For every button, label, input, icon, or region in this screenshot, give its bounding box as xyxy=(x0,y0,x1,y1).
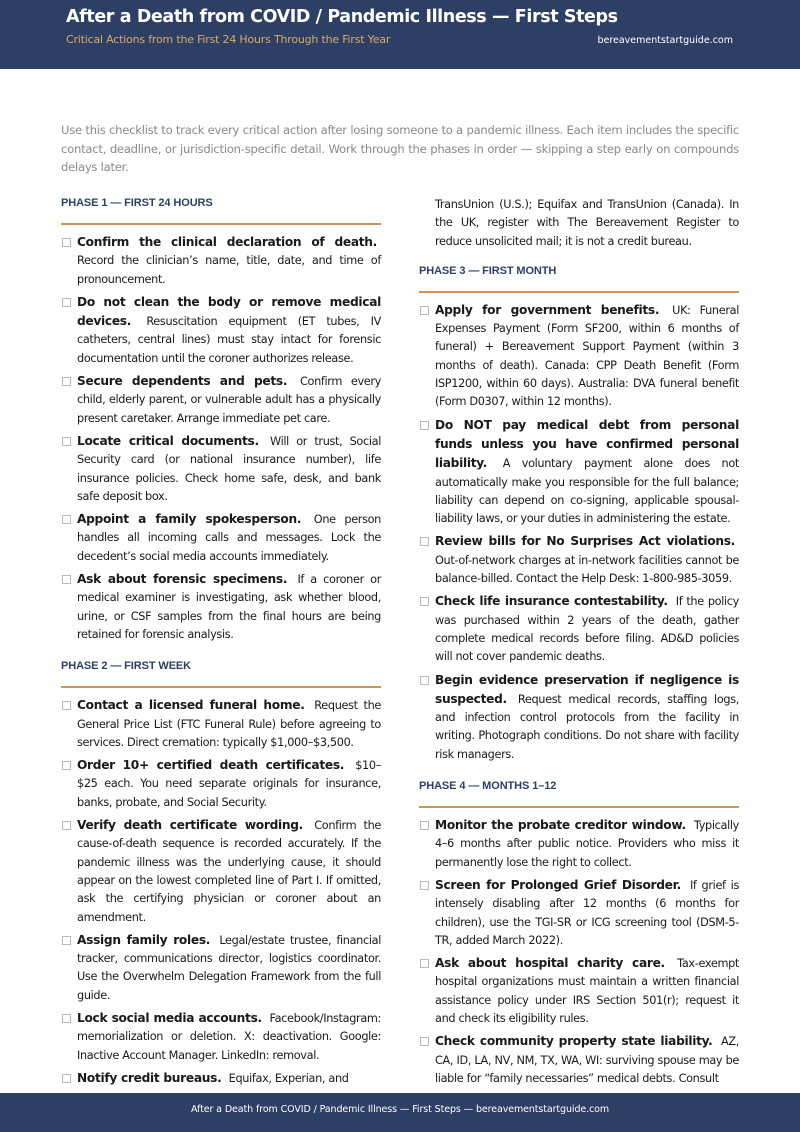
checkbox[interactable] xyxy=(62,298,71,307)
checkbox[interactable] xyxy=(62,936,71,945)
checkbox[interactable] xyxy=(62,437,71,446)
checklist-item xyxy=(61,1069,381,1088)
phase-heading: PHASE 1 — FIRST 24 HOURS xyxy=(61,197,213,209)
item-lead: Secure dependents and pets. xyxy=(77,374,288,389)
item-lead: Monitor the probate creditor window. xyxy=(435,818,686,833)
item-lead: Do not clean the body or remove medical devices. xyxy=(77,294,381,329)
page-footer: After a Death from COVID / Pandemic Illness — First Steps — bereavementstartguide.com xyxy=(0,1093,800,1132)
checkbox[interactable] xyxy=(420,306,429,315)
item-text: Will or trust, Social Security card (or national insurance number), life insurance policies. Check home safe, desk, and bank safe deposit box. xyxy=(77,434,381,503)
checklist-item xyxy=(419,301,739,412)
item-text: Legal/estate trustee, financial tracker, communications director, logistics coordinator. Use the Overwhelm Delegation Framework from the full guide. xyxy=(77,933,381,1002)
item-text: AZ, CA, ID, LA, NV, NM, TX, WA, WI: surviving spouse may be liable for “family necessaries” medical debts. Consult xyxy=(435,1035,740,1085)
checkbox[interactable] xyxy=(420,597,429,606)
left-column xyxy=(61,193,381,1092)
checklist-item xyxy=(419,816,739,872)
item-text: Confirm the cause-of-death sequence is recorded accurately. If the pandemic illness was the underlying cause, it should appear on the lowest completed line of Part I. If omitted, ask the certifying physician or coroner about an amendment. xyxy=(77,819,381,924)
checkbox[interactable] xyxy=(62,377,71,386)
checkbox[interactable] xyxy=(62,575,71,584)
phase-divider xyxy=(61,686,381,688)
item-lead: Begin evidence preservation if negligence is suspected. xyxy=(435,672,739,706)
item-text: Tax-exempt hospital organizations must maintain a written financial assistance policy under IRS Section 501(r); request it and check its eligibility rules. xyxy=(435,957,739,1025)
item-lead: Ask about hospital charity care. xyxy=(435,956,665,971)
checkbox[interactable] xyxy=(420,676,429,685)
checkbox[interactable] xyxy=(62,1014,71,1023)
checklist-item xyxy=(419,416,739,529)
phase-heading: PHASE 2 — FIRST WEEK xyxy=(61,660,192,673)
checkbox[interactable] xyxy=(420,959,429,968)
item-continuation: TransUnion (U.S.); Equifax and TransUnion (Canada). In the UK, register with The Bereavement Register to reduce unsolicited mail; it is not a credit bureau. xyxy=(435,198,739,248)
checklist-item xyxy=(61,931,381,1005)
checkbox[interactable] xyxy=(62,761,71,770)
item-lead: Order 10+ certified death certificates. xyxy=(77,758,345,773)
right-column xyxy=(419,193,739,1092)
checklist-item xyxy=(61,293,381,368)
item-lead: Ask about forensic specimens. xyxy=(77,572,288,587)
checkbox[interactable] xyxy=(420,821,429,830)
page-title: After a Death from COVID / Pandemic Illness — First Steps xyxy=(66,7,618,27)
checklist-item xyxy=(419,954,739,1028)
phase-heading: PHASE 3 — FIRST MONTH xyxy=(419,264,557,277)
item-lead: Check life insurance contestability. xyxy=(435,594,668,609)
item-lead: Assign family roles. xyxy=(77,932,211,947)
phase-divider xyxy=(419,806,739,808)
item-lead: Notify credit bureaus. xyxy=(77,1070,222,1085)
item-lead: Check community property state liability. xyxy=(435,1034,713,1049)
checklist-item xyxy=(419,592,739,666)
phase-heading: PHASE 4 — MONTHS 1–12 xyxy=(419,780,557,793)
checklist-item xyxy=(419,671,739,764)
item-lead: Verify death certificate wording. xyxy=(77,818,303,833)
item-lead: Review bills for No Surprises Act violations. xyxy=(435,534,735,549)
checklist-item xyxy=(61,570,381,644)
item-text: Typically 4–6 months after public notice. Providers who miss it permanently lose the right to collect. xyxy=(435,819,739,869)
checkbox[interactable] xyxy=(62,238,71,247)
item-text: If grief is intensely disabling after 12 months (6 months for children), use the TGI-SR or ICG screening tool (DSM-5-TR, added March 2022). xyxy=(435,878,739,947)
checklist-item xyxy=(61,1009,381,1065)
checkbox[interactable] xyxy=(420,881,429,890)
checklist-item xyxy=(61,696,381,752)
item-lead: Confirm the clinical declaration of death. xyxy=(77,235,377,249)
checklist-item xyxy=(61,510,381,566)
page-subtitle: Critical Actions from the First 24 Hours Through the First Year xyxy=(66,33,391,46)
item-text: Equifax, Experian, and xyxy=(228,1071,349,1085)
checklist-item xyxy=(419,532,739,588)
item-lead: Lock social media accounts. xyxy=(77,1010,262,1025)
phase-divider xyxy=(419,291,739,293)
item-text: One person handles all incoming calls and messages. Lock the decedent’s social media accounts immediately. xyxy=(77,513,381,563)
checkbox[interactable] xyxy=(62,515,71,524)
checkbox[interactable] xyxy=(420,537,429,546)
site-url: bereavementstartguide.com xyxy=(597,35,733,46)
item-text: Record the clinician’s name, title, date, and time of pronouncement. xyxy=(77,254,381,286)
checklist-item xyxy=(61,756,381,812)
item-text: Confirm every child, elderly parent, or vulnerable adult has a physically present caretaker. Arrange immediate pet care. xyxy=(77,375,382,425)
item-text: Request the General Price List (FTC Funeral Rule) before agreeing to services. Direct cremation: typically $1,000–$3,500. xyxy=(77,699,381,749)
item-text: Out-of-network charges at in-network facilities cannot be balance-billed. Contact the Help Desk: 1-800-985-3059. xyxy=(435,553,739,586)
item-text: Request medical records, staffing logs, and infection control protocols from the facility in writing. Photograph conditions. Do not share with facility risk managers. xyxy=(435,692,739,761)
item-lead: Contact a licensed funeral home. xyxy=(77,698,305,713)
item-text: A voluntary payment alone does not automatically make you responsible for the full balance; liability can depend on co-signing, applicable spousal-liability laws, or your duties in administering the estate. xyxy=(435,457,739,526)
item-text: $10–$25 each. You need separate originals for insurance, banks, probate, and Social Security. xyxy=(77,759,381,809)
item-text: If the policy was purchased within 2 years of the death, gather complete medical records before filing. AD&D policies will not cover pandemic deaths. xyxy=(435,595,739,664)
item-lead: Appoint a family spokesperson. xyxy=(77,512,302,527)
checkbox[interactable] xyxy=(62,821,71,830)
checkbox[interactable] xyxy=(420,1037,429,1046)
checkbox[interactable] xyxy=(62,1074,71,1083)
intro-paragraph: Use this checklist to track every critical action after losing someone to a pandemic illness. Each item includes the specific contact, deadline, or jurisdiction-specific detail. Work through the phases in order — skipping a step early on compounds delays later. xyxy=(61,123,739,175)
item-lead: Apply for government benefits. xyxy=(435,302,660,317)
item-lead: Do NOT pay medical debt from personal funds unless you have confirmed personal liability. xyxy=(435,417,739,471)
phase-divider xyxy=(61,223,381,225)
item-text: Resuscitation equipment (ET tubes, IV catheters, central lines) must stay intact for forensic documentation until the coroner authorizes release. xyxy=(77,315,381,365)
item-text: Facebook/Instagram: memorialization or deletion. X: deactivation. Google: Inactive Account Manager. LinkedIn: removal. xyxy=(77,1011,381,1062)
checklist-item xyxy=(419,1032,739,1088)
page-header xyxy=(0,0,800,69)
checkbox[interactable] xyxy=(420,421,429,430)
item-lead: Locate critical documents. xyxy=(77,433,259,448)
checklist-item xyxy=(61,816,381,927)
item-text: If a coroner or medical examiner is investigating, ask whether blood, urine, or CSF samples from the final hours are being retained for forensic analysis. xyxy=(77,573,381,641)
checklist-item xyxy=(61,432,381,506)
checklist-item xyxy=(419,876,739,950)
item-text: UK: Funeral Expenses Payment (Form SF200, within 6 months of funeral) + Bereavement Support Payment (within 3 months of death). Canada: CPP Death Benefit (Form ISP1200, within 60 days). Australia: DVA funeral benefit (Form D0307, within 12 months). xyxy=(435,303,739,409)
checklist-item xyxy=(61,233,381,289)
checklist-item xyxy=(61,372,381,428)
checkbox[interactable] xyxy=(62,701,71,710)
item-lead: Screen for Prolonged Grief Disorder. xyxy=(435,877,681,892)
